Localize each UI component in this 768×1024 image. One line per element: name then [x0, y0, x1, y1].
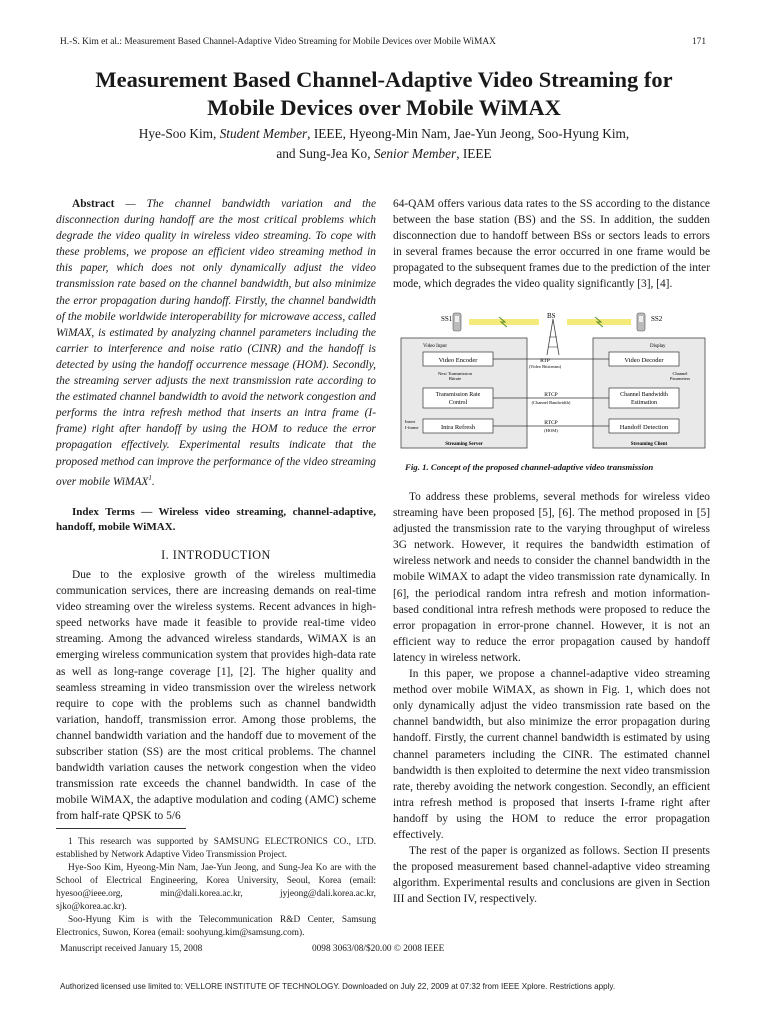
bs-label: BS: [547, 312, 556, 320]
introduction-text: Due to the explosive growth of the wireless multimedia communication services, there are increasing demands on real-time video streaming over the wireless systems. Recent advances in high-speed networks have made it feasible to provide real-time video streaming. Among the advanced wireless standards, WiMAX is an emerging wireless communication system that provides high-data rate as well as long-range coverage [1], [2]. The higher quality and seamless streaming in video transmission over the wireless network require to cope with the problems such as channel bandwidth variation, handoff, transmission error. Among those problems, the channel bandwidth variation and the handoff due to movement of the subscriber station (SS) are the most critical problems. The channel bandwidth variation causes the network congestion when the video transmission rate exceeds the channel bandwidth. In case of the mobile WiMAX, the adaptive modulation and coding (AMC) scheme from half-rate QPSK to 5/6: [56, 569, 376, 823]
intra-refresh-label: Intra Refresh: [440, 424, 476, 431]
rate-control-label-1: Transmission Rate: [435, 392, 481, 398]
insert-label-2: I-frame: [405, 425, 419, 430]
server-label: Streaming Server: [445, 442, 483, 447]
figure-diagram: [395, 307, 711, 457]
abstract: Abstract — The channel bandwidth variation and the disconnection during handoff are the most critical problems which degrade the video quality in wireless video streaming. To cope with these problems, we propose an efficient video streaming method in this paper, which does not only dynamically adjust the video transmission rate based on the channel bandwidth, but also minimize the error propagation during handoff. Firstly, the channel bandwidth of the mobile worldwide interoperability for microwave access, called WiMAX, is estimated by analyzing channel parameters including the carrier to interference and noise ratio (CINR) and the handoff is detected by using the handoff occurrence message (HOM). Secondly, the streaming server adjusts the next transmission rate according to the estimated channel bandwidth to avoid the network congestion and performs the intra refresh method that inserts an intra frame (I-frame) right after handoff by using the HOM to reduce the error propagation effectively. Experimental results indicate that the proposed method can improve the performance of the video streaming over mobile WiMAX$^1$.: [56, 198, 376, 488]
handoff-detection-label: Handoff Detection: [619, 424, 669, 431]
channel-params-label: Channel: [672, 371, 688, 376]
next-rate-label-2: Bitrate: [448, 376, 462, 381]
abstract-text: The channel bandwidth variation and the disconnection during handoff are the most critical problems which degrade the video quality in wireless video streaming. To cope with these problems, we propose an efficient video streaming method in this paper, which does not only dynamically adjust the video transmission rate based on the channel bandwidth, but also minimize the error propagation during handoff. Firstly, the channel bandwidth of the mobile worldwide interoperability for microwave access, called WiMAX, is estimated by analyzing channel parameters including the carrier to interference and noise ratio (CINR) and the handoff is detected by using the handoff occurrence message (HOM). Secondly, the streaming server adjusts the next transmission rate according to the estimated channel bandwidth to avoid the network congestion and performs the intra refresh method that inserts an intra frame (I-frame) right after handoff by using the HOM to reduce the error propagation effectively. Experimental results indicate that the proposed method can improve the performance of the video streaming over mobile WiMAX: [56, 198, 376, 488]
title-line-1: Measurement Based Channel-Adaptive Video Streaming for: [95, 67, 673, 92]
rtcp-sub-label-2: (HOM): [544, 428, 558, 433]
video-encoder-label: Video Encoder: [438, 357, 478, 364]
rtp-sub-label: (Video Bitstream): [528, 364, 562, 369]
manuscript-received: Manuscript received January 15, 2008: [60, 944, 203, 954]
paragraph: In this paper, we propose a channel-adaptive video streaming method over mobile WiMAX, as shown in Fig. 1, which does not only dynamically adjust the video transmission rate based on the channel bandwidth, but also minimize the error propagation during handoff. Firstly, the current channel bandwidth is estimated by using channel parameters including the CINR. The estimated channel bandwidth is then exploited to determine the next video transmission rate, thereby avoiding the network congestion. Secondly, an efficient intra refresh method is proposed that inserts I-frame right after handoff by using the HOM to reduce the error propagation effectively.: [393, 668, 710, 841]
ss1-device-icon: [453, 313, 461, 331]
right-column-body: [393, 489, 710, 907]
abstract-label: Abstract: [72, 198, 115, 210]
ss1-label: SS1: [441, 315, 453, 323]
rtcp-sub-label-1: (Channel Bandwidth): [531, 400, 571, 405]
ss2-device-icon: [637, 313, 645, 331]
channel-params-label-2: Parameters: [670, 376, 690, 381]
footnote-rule: [56, 828, 186, 829]
author-line-1: Hye-Soo Kim, Student Member, IEEE, Hyeong-Min Nam, Jae-Yun Jeong, Soo-Hyung Kim,: [138, 126, 630, 141]
running-head: H.-S. Kim et al.: Measurement Based Channel-Adaptive Video Streaming for Mobile Devices over Mobile WiMAX: [60, 37, 496, 47]
footnote-1: 1 This research was supported by SAMSUNG ELECTRONICS CO., LTD. established by Network Adaptive Video Transmission Project.: [56, 837, 376, 860]
display-label: Display: [650, 344, 666, 349]
author-line-2: and Sung-Jea Ko, Senior Member, IEEE: [276, 146, 492, 161]
title-line-2: Mobile Devices over Mobile WiMAX: [207, 95, 561, 120]
cbe-label-1: Channel Bandwidth: [620, 392, 668, 398]
insert-label: Insert: [405, 419, 416, 424]
video-decoder-label: Video Decoder: [624, 357, 664, 364]
figure-1: [395, 307, 711, 457]
rtcp-label-1: RTCP: [544, 392, 558, 398]
page-number: 171: [691, 37, 706, 47]
author-list: [40, 124, 728, 164]
paragraph: The rest of the paper is organized as follows. Section II presents the proposed measurement based channel-adaptive video streaming algorithm. Experimental results and conclusions are given in Section III and Section IV, respectively.: [393, 845, 710, 906]
cbe-label-2: Estimation: [631, 400, 657, 406]
right-column-top: 64-QAM offers various data rates to the SS according to the distance between the base station (BS) and the SS. In addition, the sudden disconnection due to handoff between BSs or sectors leads to errors in several frames because the error occurred in one frame would be propagated to the subsequent frames due to the prediction of the inter mode, which degrades the video quality significantly [3], [4].: [393, 198, 710, 291]
rtcp-label-2: RTCP: [544, 420, 558, 426]
rate-control-label-2: Control: [448, 400, 468, 406]
figure-caption: Fig. 1. Concept of the proposed channel-adaptive video transmission: [405, 462, 654, 472]
section-heading-introduction: I. INTRODUCTION: [161, 548, 271, 562]
index-terms: Index Terms — Wireless video streaming, channel-adaptive, handoff, mobile WiMAX.: [56, 506, 376, 533]
footnote-3: Soo-Hyung Kim is with the Telecommunication R&D Center, Samsung Electronics, Suwon, Korea (email: soohyung.kim@samsung.com).: [56, 915, 376, 938]
rtp-label: RTP: [540, 358, 550, 364]
next-rate-label: Next Transmission: [438, 371, 472, 376]
paragraph: To address these problems, several methods for wireless video streaming have been proposed [5], [6]. The method proposed in [5] adjusted the transmission rate to the varying throughput of wireless 3G network. However, it requires the bandwidth estimation of wireless network and needs to consider the channel bandwidth in the mobile WiMAX to adapt the video transmission rate dynamically. In [6], the periodical random intra refresh and motion information-based conditional intra refresh methods were proposed to reduce the error propagation in error-prone channel. However, it is not an efficient way to reduce the error propagation caused by handoff latency in wireless network.: [393, 491, 710, 664]
paper-title: [40, 66, 728, 122]
video-input-label: Video Input: [423, 344, 447, 349]
footnotes: [56, 836, 376, 940]
footnote-2: Hye-Soo Kim, Hyeong-Min Nam, Jae-Yun Jeong, and Sung-Jea Ko are with the School of Electrical Engineering, Korea University, Seoul, Korea (email: hyesoo@ieee.org, min@dali.korea.ac.kr, jyjeong@dali.korea.ac.kr, sjko@korea.ac.kr).: [56, 863, 376, 912]
copyright-line: 0098 3063/08/$20.00 © 2008 IEEE: [312, 944, 445, 954]
ss2-label: SS2: [651, 315, 663, 323]
bs-tower-icon: [547, 319, 559, 355]
client-label: Streaming Client: [630, 442, 668, 447]
authorized-use-notice: Authorized licensed use limited to: VELLORE INSTITUTE OF TECHNOLOGY. Downloaded on July 22, 2009 at 07:32 from IEEE Xplore. Restrictions apply.: [60, 982, 616, 991]
